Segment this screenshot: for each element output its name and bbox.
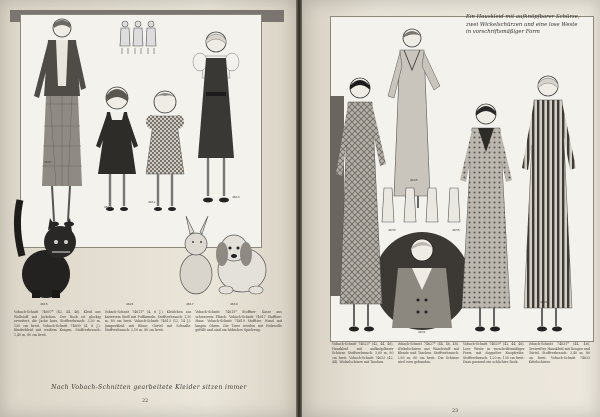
right-magazine-page (302, 0, 600, 417)
girl-checked-dress-figure (140, 88, 190, 218)
article-text-column: Vobach-Schnitt 74611* (4, 6 J.). Kleidchen aus kariertem Stoff mit Puffärmeln. Stoffverbrauch: 1,50 m, 80 cm breit. Vobach-Schnitt 74613 (12, 14 J.). Jumperkleid mit Bluse; Gürtel mit Schnalle. Stoffverbrauch: 2,10 m, 80 cm breit. (104, 310, 192, 333)
article-text-column: Vobach-Schnitt 74623* (42, 44, 46). Hauskleid mit aufknöpfbarer Schürze. Stoffverbrauch: 3,60 m, 80 cm breit. Vobach-Schnitt 74625 (42, 44). Wickelschürze mit Taschen. (332, 342, 394, 365)
woman-wrap-apron-figure (452, 100, 518, 336)
page-number: 23 (452, 408, 459, 414)
article-text-columns (332, 342, 590, 406)
figure-number: 4619 (230, 302, 238, 306)
article-text-column: Vobach-Schnitt 74615* Stofftier: Katze aus schwarzem Plüsch. Vobach-Schnitt 74617 Stofftier: Hase. Vobach-Schnitt 74619 Stofftier: Hund mit langen Ohren. Die Tiere werden mit Holzwolle gefüllt und sind ein hübsches Spielzeug. (195, 310, 283, 333)
figure-number: 4621 (126, 302, 134, 306)
article-text-column: Vobach-Schnitt 74631* (44, 46). Gestreiftes Hauskleid mit Kragen und Gürtel. Stoffverbrauch: 3,40 m, 80 cm breit. Vobach-Schnitt 74633 Kittelschürze. (528, 342, 590, 365)
article-text-column: Vobach-Schnitt 74607* (42, 44, 46). Kleid aus Wollstoff mit Jäckchen. Der Rock ist glockig erweitert, die Jacke kurz. Stoffverbrauch: 3,30 m, 130 cm breit. Vobach-Schnitt 74609 (4, 6 J.). Kinderkleid mit weißem Kragen. Stoffverbrauch: 1,40 m, 80 cm breit. (14, 310, 101, 337)
article-text-columns (14, 310, 282, 378)
figure-number: 4607 (44, 160, 52, 164)
figure-number: 4609 (104, 205, 112, 209)
figure-number: 4627 (472, 300, 480, 304)
figure-number: 4617 (186, 302, 194, 306)
girl-dark-dress-figure (92, 84, 142, 218)
figure-number: 4635 (452, 228, 460, 232)
toy-animals-figure (172, 214, 272, 300)
figure-number: 4625 (410, 178, 418, 182)
girl-jumper-dress-figure (190, 28, 242, 214)
figure-number: 4611 (148, 200, 156, 204)
page-number: 22 (142, 398, 149, 404)
article-text-column: Vobach-Schnitt 74629* (42, 44, 46). Lose Weste in vorschriftsmäßiger Form mit doppelter Knopfreihe. Stoffverbrauch: 1,20 m, 130 cm breit. Dazu passend ein schlichter Rock. (463, 342, 525, 365)
figure-number: 4631 (418, 330, 426, 334)
woman-vest-figure (382, 234, 462, 328)
woman-striped-dress-figure (512, 72, 582, 336)
spread-caption: Ein Hauskleid mit aufknöpfbarer Schürze, zwei Wickelschürzen und eine lose Weste in vorschriftsmäßiger Form (466, 14, 580, 36)
figure-number: 4613 (232, 195, 240, 199)
figure-number: 4633 (388, 228, 396, 232)
footer-slogan: Nach Vobach-Schnitten gearbeitete Kleider sitzen immer (51, 384, 247, 391)
pattern-thumbnails (118, 20, 158, 56)
figure-number: 4623 (346, 300, 354, 304)
figure-number: 4629 (540, 300, 548, 304)
black-cat-figure (12, 196, 84, 300)
left-magazine-page (0, 0, 296, 417)
figure-number: 4615 (40, 302, 48, 306)
article-text-column: Vobach-Schnitt 74627* (44, 46, 48). Wickelschürze aus Waschstoff mit Blende und Taschen. Stoffverbrauch: 2,80 m, 80 cm breit. Die Schürze wird vorn gebunden. (397, 342, 459, 365)
